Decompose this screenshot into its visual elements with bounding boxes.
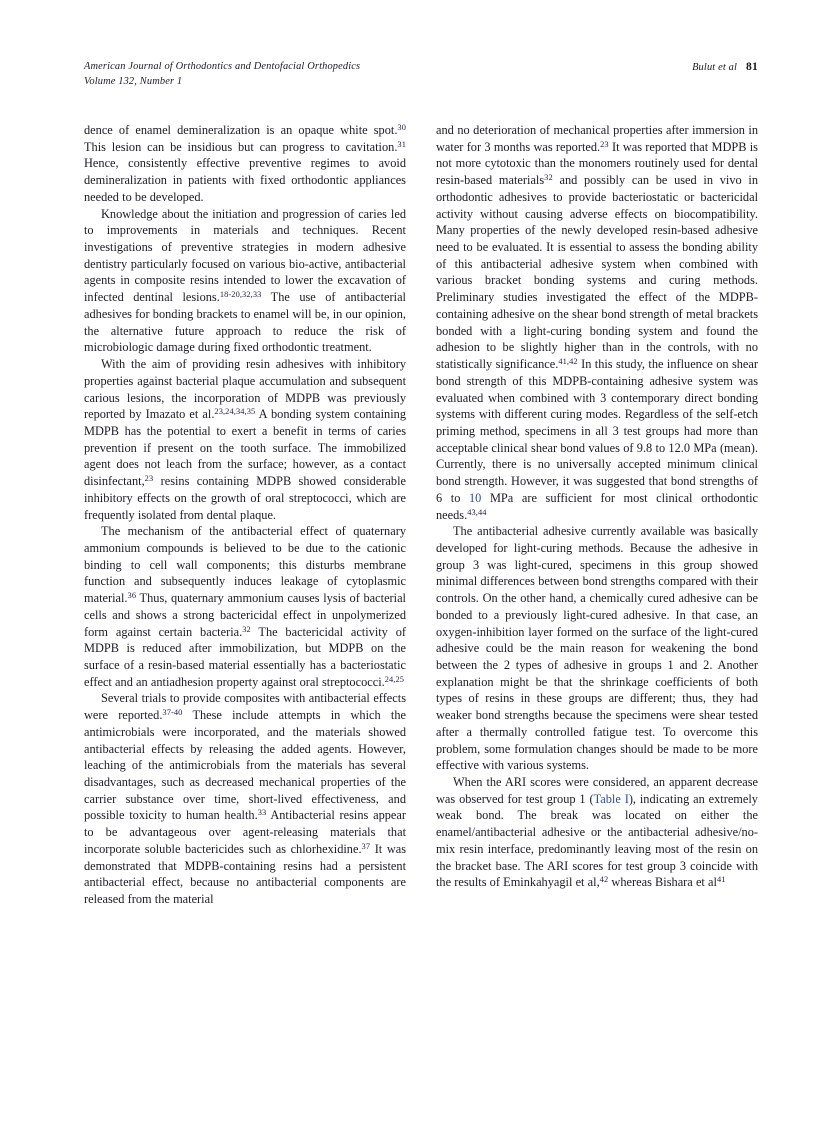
reference-superscript[interactable]: 43,44	[467, 507, 487, 517]
reference-superscript[interactable]: 33	[257, 808, 267, 818]
reference-superscript[interactable]: 23	[600, 139, 609, 149]
reference-superscript[interactable]: 37	[361, 841, 371, 851]
journal-title: American Journal of Orthodontics and Dentofacial Orthopedics	[84, 61, 361, 72]
reference-superscript[interactable]: 36	[127, 590, 137, 600]
reference-superscript[interactable]: 30	[397, 122, 406, 132]
paragraph: When the ARI scores were considered, an apparent decrease was observed for test group 1 (Table I), indicating an extremely weak bond. The break was located on either the enamel/antibacterial adhesive or the antibacterial adhesive/no-mix resin interface, predominantly leaving most of the resin on the bracket base. The ARI scores for test group 3 coincide with the results of Eminkahyagil et al,$^{42}$ whereas Bishara et al$^{41}$	[436, 775, 758, 890]
column-right	[436, 122, 758, 1042]
reference-superscript[interactable]: 23,24,34,35	[214, 407, 256, 417]
reference-superscript[interactable]: 32	[544, 172, 553, 182]
reference-superscript[interactable]: 32	[242, 624, 251, 634]
running-head-right	[692, 60, 758, 76]
reference-superscript[interactable]: 23	[144, 473, 154, 483]
running-head-left	[84, 60, 360, 89]
reference-superscript[interactable]: 18-20,32,33	[219, 290, 262, 299]
paragraph: dence of enamel demineralization is an opaque white spot.$^{30}$ This lesion can be insidious but can progress to cavitation.$^{31}$ Hence, consistently effective preventive regimes to avoid demineralization in patients with fixed orthodontic appliances needed to be developed.	[84, 122, 406, 204]
reference-superscript[interactable]: 41,42	[558, 356, 578, 366]
column-left	[84, 122, 406, 1042]
paragraph: and no deterioration of mechanical properties after immersion in water for 3 months was reported.$^{23}$ It was reported that MDPB is not more cytotoxic than the monomers routinely used for dental resin-based materials$^{32}$ and possibly can be used in vivo in orthodontic adhesives to provide bacteriostatic or bactericidal activity without causing adverse effects on biocompatibility. Many properties of the newly developed resin-based adhesive need to be evaluated. It is essential to assess the bonding ability of this antibacterial adhesive system when combined with various bracket bonding systems and curing methods. Preliminary studies investigated the effect of the MDPB-containing adhesive on the shear bond strength of metal brackets bonded with a light-curing bonding system and found the adhesion to be slightly higher than in the controls, with no statistically significance.$^{41,42}$ In this study, the influence on shear bond strength of this MDPB-containing adhesive system was evaluated when combined with 3 contemporary direct bonding systems with different curing modes. Regardless of the self-etch priming method, specimens in all 3 test groups had more than acceptable clinical shear bond values of 9.8 to 12.0 MPa (mean). Currently, there is no universally accepted minimum clinical bond strength. However, it was suggested that bond strengths of 6 to 10 MPa are sufficient for most clinical orthodontic needs.$^{43,44}$	[436, 123, 758, 522]
running-head	[84, 60, 758, 94]
running-authors: Bulut et al	[692, 62, 737, 73]
paragraph: Several trials to provide composites with antibacterial effects were reported.$^{37-40}$ These include attempts in which the antimicrobials were incorporated, and the materials showed antibacterial effects by releasing the added agents. However, leaching of the antimicrobials from the materials has several disadvantages, such as decreased mechanical properties of the carrier substance over time, short-lived effectiveness, and possible toxicity to human health.$^{33}$ Antibacterial resins appear to be advantageous over agent-releasing materials that incorporate soluble bactericides such as chlorhexidine.$^{37}$ It was demonstrated that MDPB-containing resins had a persistent antibacterial effect, because no antibacterial components are released from the material	[84, 691, 407, 907]
cross-reference-link[interactable]: Table I	[593, 791, 629, 806]
paragraph: The antibacterial adhesive currently available was basically developed for light-curing methods. Because the adhesive in group 3 was light-cured, specimens in this group showed minimal differences between bond strengths compared with their controls. On the other hand, a chemically cured adhesive can be bonded to a previously light-cured adhesive. In that case, an oxygen-inhibition layer formed on the surface of the light-cured adhesive could be the main reason for weakening the bond between the 2 types of adhesive in groups 1 and 2. Another explanation might be that the shrinkage coefficients of both types of resins in these groups are different; thus, they had weaker bond strengths because the specimens were shear tested after a thermally controlled fatigue test. To overcome this problem, some formulation changes should be made to be more effective with various systems.	[436, 524, 758, 773]
reference-superscript[interactable]: 42	[599, 875, 609, 885]
page-number: 81	[746, 60, 758, 73]
cross-reference-link[interactable]: 10	[469, 490, 482, 505]
volume-issue: Volume 132, Number 1	[84, 75, 183, 87]
paragraph: Knowledge about the initiation and progression of caries led to improvements in materials and techniques. Recent investigations of preventive strategies in modern adhesive dentistry particularly focused on various bio-active, antibacterial agents in composite resins intended to lower the excavation of infected dentinal lesions.$^{18-20,32,33}$ The use of antibacterial adhesives for bonding brackets to enamel will be, in our opinion, the alternative future approach to reduce the risk of microbiologic damage during fixed orthodontic treatment.	[84, 206, 406, 355]
paragraph: The mechanism of the antibacterial effect of quaternary ammonium compounds is believed to be due to the cationic binding to cell wall components; this disturbs membrane function and subsequently induces leakage of cytoplasmic material.$^{36}$ Thus, quaternary ammonium causes lysis of bacterial cells and shows a strong bactericidal effect in unpolymerized form against certain bacteria.$^{32}$ The bactericidal activity of MDPB is reduced after immobilization, but MDPB on the surface of a resin-based material essentially has a bacteriostatic effect and an antiadhesion property against oral streptococci.$^{24,25}$	[84, 524, 406, 689]
article-body	[84, 122, 758, 1042]
reference-superscript[interactable]: 37-40	[162, 707, 183, 717]
reference-superscript[interactable]: 24,25	[384, 674, 405, 684]
reference-superscript[interactable]: 41	[716, 875, 726, 885]
reference-superscript[interactable]: 31	[397, 139, 406, 149]
paragraph: With the aim of providing resin adhesives with inhibitory properties against bacterial plaque accumulation and subsequent carious lesions, the incorporation of MDPB was previously reported by Imazato et al.$^{23,24,34,35}$ A bonding system containing MDPB has the potential to exert a benefit in terms of caries prevention if present on the tooth surface. The immobilized agent does not leach from the surface; however, as a contact disinfectant,$^{23}$ resins containing MDPB showed considerable inhibitory effects on the growth of oral streptococci, which are frequently isolated from dental plaque.	[84, 357, 406, 522]
